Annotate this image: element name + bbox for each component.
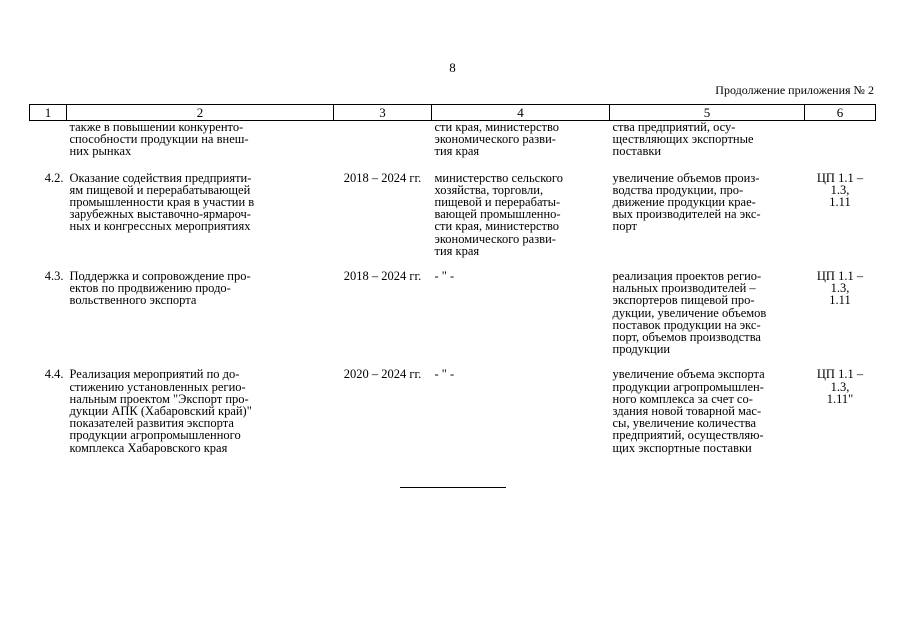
period-cell: 2020 – 2024 гг. (343, 367, 422, 382)
closing-rule (400, 487, 506, 488)
header-col-1: 1 (30, 105, 67, 121)
page-number: 8 (449, 60, 456, 75)
table-header (30, 105, 876, 121)
header-col-4: 4 (432, 105, 610, 121)
table-row (30, 269, 876, 367)
appendix-table (29, 104, 876, 466)
row-number: 4.3. (44, 269, 64, 284)
table-row (30, 367, 876, 465)
header-row (30, 105, 876, 121)
activity-cell: Оказание содействия предприяти- ям пищевой и перерабатывающей промышленности края в участии в зарубежных выставочно-ярмароч- ных и конгрессных мероприятиях (69, 170, 255, 234)
executors-cell: сти края, министерство экономического разви- тия края (434, 120, 560, 159)
result-cell: увеличение объемов произ- водства продукции, про- движение продукции крае- вых производителей на экс- порт (612, 170, 761, 234)
period-cell (334, 121, 432, 171)
header-col-5: 5 (610, 105, 805, 121)
activity-cell: также в повышении конкуренто- способности продукции на внеш- них рынках (69, 120, 249, 159)
header-col-6: 6 (805, 105, 876, 121)
table-row (30, 171, 876, 269)
result-cell: ства предприятий, осу- ществляющих экспортные поставки (612, 120, 754, 159)
header-col-2: 2 (67, 105, 334, 121)
target-link-cell (805, 121, 876, 171)
result-cell: реализация проектов регио- нальных производителей – экспортеров пищевой про- дукции, увеличение объемов поставок продукции на экс- порт, объемов производства продукции (612, 269, 767, 357)
executors-cell: - " - (434, 367, 455, 382)
row-number: 4.4. (44, 367, 64, 382)
continuation-label: Продолжение приложения № 2 (715, 83, 874, 97)
target-link-cell: ЦП 1.1 – 1.3, 1.11 (816, 269, 864, 308)
activity-cell: Поддержка и сопровождение про- ектов по продвижению продо- вольственного экспорта (69, 269, 251, 308)
period-cell: 2018 – 2024 гг. (343, 170, 422, 185)
header-col-3: 3 (334, 105, 432, 121)
period-cell: 2018 – 2024 гг. (343, 269, 422, 284)
row-number: 4.2. (44, 170, 64, 185)
executors-cell: - " - (434, 269, 455, 284)
row-number (30, 121, 67, 171)
activity-cell: Реализация мероприятий по до- стижению установленных регио- нальным проектом "Экспорт про- дукции АПК (Хабаровский край)" показателей развития экспорта продукции агропромышленного комплекса Хабаровского края (69, 367, 252, 455)
target-link-cell: ЦП 1.1 – 1.3, 1.11 (816, 170, 864, 210)
table-row (30, 121, 876, 171)
target-link-cell: ЦП 1.1 – 1.3, 1.11" (816, 367, 864, 406)
result-cell: увеличение объема экспорта продукции агропромышлен- ного комплекса за счет со- здания новой товарной мас- сы, увеличение количества предприятий, осуществляю- щих экспортные поставки (612, 367, 765, 455)
table-body (30, 121, 876, 466)
executors-cell: министерство сельского хозяйства, торговли, пищевой и перерабаты- вающей промышленно- сти края, министерство экономического разви- тия края (434, 170, 563, 258)
